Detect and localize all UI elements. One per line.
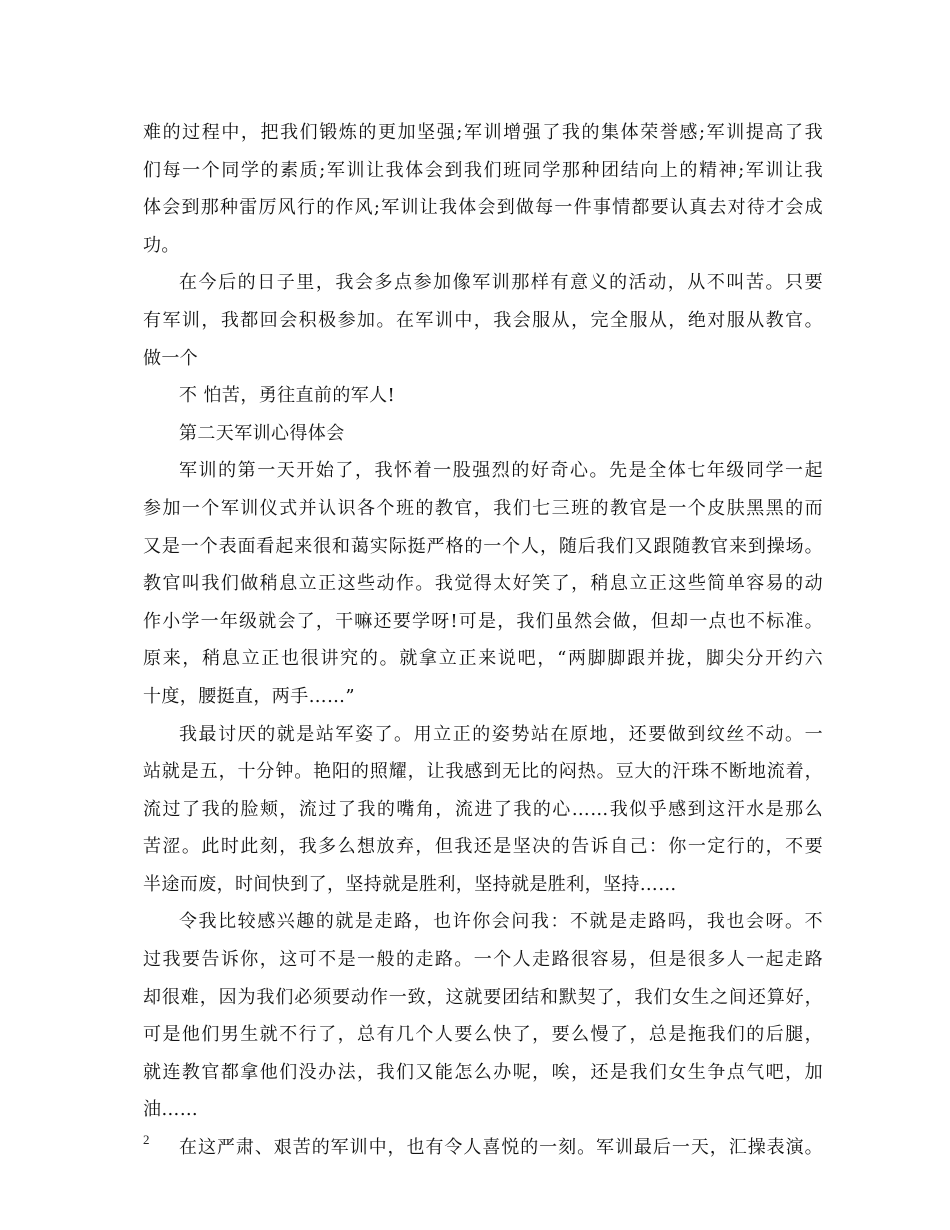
text-line: 过我要告诉你，这可不是一般的走路。一个人走路很容易，但是很多人一起走路 — [143, 949, 823, 971]
text-line: 油…… — [143, 1099, 199, 1121]
text-line: 令我比较感兴趣的就是走路，也许你会问我：不就是走路吗，我也会呀。不 — [179, 911, 823, 933]
text-line: 作小学一年级就会了，干嘛还要学呀!可是，我们虽然会做，但却一点也不标准。 — [143, 610, 823, 632]
text-line: 在今后的日子里，我会多点参加像军训那样有意义的活动，从不叫苦。只要 — [179, 272, 823, 294]
text-line: 苦涩。此时此刻，我多么想放弃，但我还是坚决的告诉自己：你一定行的，不要 — [143, 836, 823, 858]
text-line: 参加一个军训仪式并认识各个班的教官，我们七三班的教官是一个皮肤黑黑的而 — [143, 497, 823, 519]
text-line: 们每一个同学的素质;军训让我体会到我们班同学那种团结向上的精神;军训让我 — [143, 159, 823, 181]
text-line: 我最讨厌的就是站军姿了。用立正的姿势站在原地，还要做到纹丝不动。一 — [179, 723, 823, 745]
text-line: 第二天军训心得体会 — [179, 422, 345, 444]
text-line: 不 怕苦，勇往直前的军人! — [179, 385, 396, 407]
text-line: 就连教官都拿他们没办法，我们又能怎么办呢，唉，还是我们女生争点气吧，加 — [143, 1061, 823, 1083]
text-line: 有军训，我都回会积极参加。在军训中，我会服从，完全服从，绝对服从教官。 — [143, 309, 823, 331]
document-body — [143, 114, 823, 1167]
text-line: 在这严肃、艰苦的军训中，也有令人喜悦的一刻。军训最后一天，汇操表演。 — [179, 1137, 823, 1159]
text-line: 又是一个表面看起来很和蔼实际挺严格的一个人，随后我们又跟随教官来到操场。 — [143, 535, 823, 557]
text-line: 十度，腰挺直，两手……” — [143, 685, 356, 707]
text-line: 却很难，因为我们必须要动作一致，这就要团结和默契了，我们女生之间还算好， — [143, 986, 823, 1008]
text-line: 原来，稍息立正也很讲究的。就拿立正来说吧，“两脚脚跟并拢，脚尖分开约六 — [143, 648, 823, 670]
page-number: 2 — [143, 1132, 150, 1147]
text-line: 军训的第一天开始了，我怀着一股强烈的好奇心。先是全体七年级同学一起 — [179, 460, 823, 482]
text-line: 难的过程中，把我们锻炼的更加坚强;军训增强了我的集体荣誉感;军训提高了我 — [143, 122, 823, 143]
text-line: 教官叫我们做稍息立正这些动作。我觉得太好笑了，稍息立正这些简单容易的动 — [143, 573, 823, 595]
text-line: 半途而废，时间快到了，坚持就是胜利，坚持就是胜利，坚持…… — [143, 873, 677, 895]
text-line: 功。 — [143, 234, 180, 256]
text-line: 站就是五，十分钟。艳阳的照耀，让我感到无比的闷热。豆大的汗珠不断地流着， — [143, 761, 823, 783]
text-line: 做一个 — [143, 347, 199, 369]
text-line: 可是他们男生就不行了，总有几个人要么快了，要么慢了，总是拖我们的后腿， — [143, 1024, 823, 1046]
text-line: 体会到那种雷厉风行的作风;军训让我体会到做每一件事情都要认真去对待才会成 — [143, 197, 823, 219]
text-line: 流过了我的脸颊，流过了我的嘴角，流进了我的心……我似乎感到这汗水是那么 — [143, 798, 823, 820]
